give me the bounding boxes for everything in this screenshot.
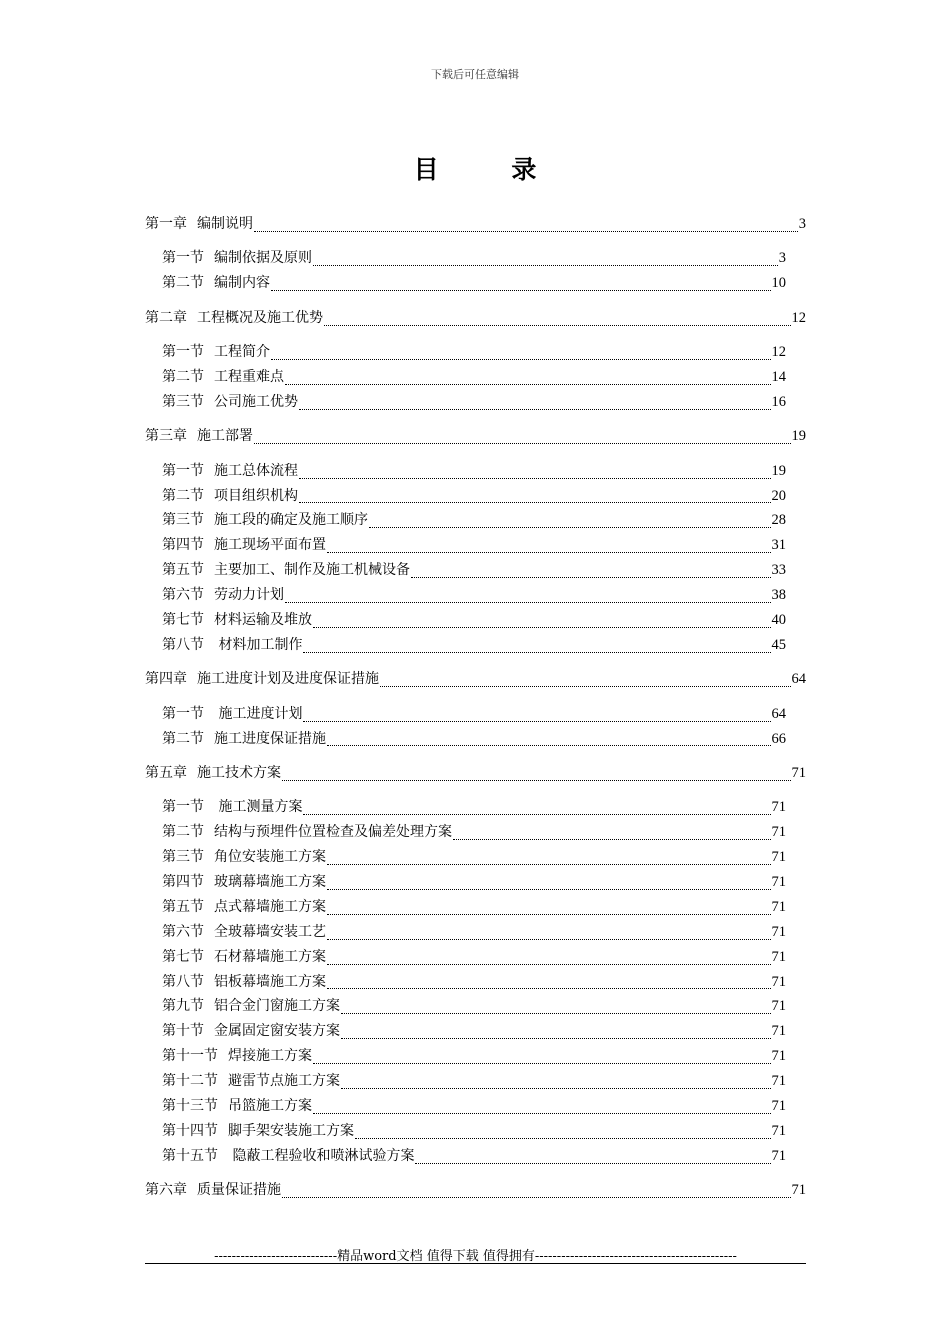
toc-entry-number: 第二节 [162, 275, 204, 292]
toc-page-number: 31 [771, 537, 786, 554]
toc-section-entry[interactable] [145, 533, 786, 558]
toc-entry-label [162, 1069, 340, 1094]
toc-entry-label [162, 608, 312, 633]
toc-section-entry[interactable] [145, 1069, 786, 1094]
toc-dot-leader [380, 686, 791, 687]
toc-chapter-entry[interactable] [145, 761, 806, 786]
toc-entry-label [162, 970, 326, 995]
toc-section-entry[interactable] [145, 1094, 786, 1119]
toc-dot-leader [313, 627, 771, 628]
toc-dot-leader [313, 1063, 771, 1064]
toc-page-number: 19 [771, 462, 786, 479]
toc-chapter-entry[interactable] [145, 306, 806, 331]
toc-entry-number: 第六节 [162, 923, 204, 940]
toc-entry-title: 石材幕墙施工方案 [214, 948, 326, 965]
toc-page-number: 71 [771, 948, 786, 965]
toc-dot-leader [324, 325, 791, 326]
header-note: 下载后可任意编辑 [431, 68, 519, 81]
toc-entry-number: 第六章 [145, 1182, 187, 1199]
toc-dot-leader [299, 478, 771, 479]
toc-page-number: 71 [771, 849, 786, 866]
toc-entry-number: 第一节 [162, 705, 204, 722]
toc-entry-number: 第五章 [145, 764, 187, 781]
toc-chapter-entry[interactable] [145, 212, 806, 237]
toc-entry-number: 第四节 [162, 873, 204, 890]
toc-entry-title: 主要加工、制作及施工机械设备 [214, 562, 410, 579]
toc-page-number: 64 [771, 705, 786, 722]
toc-entry-title: 劳动力计划 [214, 587, 284, 604]
toc-section-entry[interactable] [145, 583, 786, 608]
toc-entry-label [162, 533, 326, 558]
toc-entry-title: 项目组织机构 [214, 487, 298, 504]
toc-entry-title: 避雷节点施工方案 [228, 1073, 340, 1090]
toc-dot-leader [313, 1113, 771, 1114]
toc-page-number: 71 [771, 923, 786, 940]
toc-entry-label [162, 246, 312, 271]
toc-section-entry[interactable] [145, 870, 786, 895]
toc-section-entry[interactable] [145, 558, 786, 583]
toc-page-number: 71 [771, 973, 786, 990]
toc-entry-title: 施工总体流程 [214, 462, 298, 479]
toc-entry-label [162, 633, 302, 658]
toc-entry-label [145, 212, 253, 237]
toc-entry-title: 脚手架安装施工方案 [228, 1122, 354, 1139]
toc-page-number: 10 [771, 275, 786, 292]
toc-entry-number: 第四节 [162, 537, 204, 554]
toc-section-entry[interactable] [145, 945, 786, 970]
toc-entry-title: 编制依据及原则 [214, 250, 312, 267]
toc-page-number: 71 [791, 764, 806, 781]
toc-entry-number: 第一节 [162, 462, 204, 479]
toc-section-entry[interactable] [145, 820, 786, 845]
toc-section-entry[interactable] [145, 633, 786, 658]
toc-entry-label [162, 508, 368, 533]
toc-chapter-entry[interactable] [145, 424, 806, 449]
toc-dot-leader [271, 359, 771, 360]
toc-entry-label [162, 845, 326, 870]
toc-page-number: 3 [798, 215, 806, 232]
toc-dot-leader [415, 1163, 770, 1164]
toc-dot-leader [254, 443, 791, 444]
toc-dot-leader [327, 964, 771, 965]
toc-entry-label [162, 895, 326, 920]
toc-entry-number: 第三章 [145, 428, 187, 445]
toc-dot-leader [327, 939, 771, 940]
toc-page-number: 45 [771, 636, 786, 653]
toc-entry-number: 第十节 [162, 1023, 204, 1040]
toc-entry-number: 第七节 [162, 948, 204, 965]
toc-entry-title: 编制说明 [197, 215, 253, 232]
toc-entry-number: 第一章 [145, 215, 187, 232]
toc-entry-title: 金属固定窗安装方案 [214, 1023, 340, 1040]
toc-dot-leader [303, 814, 770, 815]
toc-entry-number: 第五节 [162, 562, 204, 579]
toc-entry-title: 材料加工制作 [214, 636, 303, 653]
toc-page-number: 28 [771, 512, 786, 529]
toc-section-entry[interactable] [145, 1144, 786, 1169]
toc-entry-title: 材料运输及堆放 [214, 611, 312, 628]
toc-entry-label [145, 1178, 281, 1203]
toc-section-entry[interactable] [145, 895, 786, 920]
toc-entry-label [162, 702, 302, 727]
toc-dot-leader [285, 384, 771, 385]
toc-page-number: 40 [771, 611, 786, 628]
toc-entry-label [162, 583, 284, 608]
toc-entry-number: 第一节 [162, 799, 204, 816]
toc-chapter-entry[interactable] [145, 667, 806, 692]
toc-entry-number: 第六节 [162, 587, 204, 604]
toc-section-entry[interactable] [145, 246, 786, 271]
toc-entry-title: 点式幕墙施工方案 [214, 898, 326, 915]
toc-page-number: 3 [778, 250, 786, 267]
toc-entry-number: 第五节 [162, 898, 204, 915]
toc-entry-label [162, 820, 452, 845]
toc-dot-leader [285, 602, 771, 603]
toc-dot-leader [327, 745, 771, 746]
toc-entry-label [162, 558, 410, 583]
toc-dot-leader [341, 1038, 771, 1039]
toc-dot-leader [327, 914, 771, 915]
toc-page-number: 71 [771, 1097, 786, 1114]
toc-entry-number: 第七节 [162, 611, 204, 628]
toc-dot-leader [303, 721, 770, 722]
toc-page-number: 64 [791, 671, 806, 688]
toc-section-entry[interactable] [145, 484, 786, 509]
toc-entry-label [145, 761, 281, 786]
toc-entry-number: 第十四节 [162, 1122, 218, 1139]
toc-entry-label [162, 459, 298, 484]
toc-entry-label [162, 870, 326, 895]
toc-entry-label [162, 1044, 312, 1069]
toc-dot-leader [254, 231, 798, 232]
toc-page-number: 71 [771, 799, 786, 816]
toc-entry-title: 公司施工优势 [214, 393, 298, 410]
toc-entry-label [162, 484, 298, 509]
toc-dot-leader [327, 988, 771, 989]
toc-section-entry[interactable] [145, 271, 786, 296]
toc-entry-number: 第十一节 [162, 1048, 218, 1065]
toc-page-number: 71 [791, 1182, 806, 1199]
toc-entry-number: 第三节 [162, 512, 204, 529]
toc-entry-label [162, 1094, 312, 1119]
toc-section-entry[interactable] [145, 608, 786, 633]
toc-dot-leader [453, 839, 771, 840]
toc-entry-number: 第三节 [162, 849, 204, 866]
toc-section-entry[interactable] [145, 1019, 786, 1044]
table-of-contents [145, 212, 806, 1203]
toc-section-entry[interactable] [145, 994, 786, 1019]
toc-section-entry[interactable] [145, 459, 786, 484]
toc-entry-number: 第十五节 [162, 1147, 218, 1164]
toc-dot-leader [299, 409, 771, 410]
toc-page-number: 19 [791, 428, 806, 445]
toc-page-number: 16 [771, 393, 786, 410]
toc-entry-title: 焊接施工方案 [228, 1048, 312, 1065]
toc-section-entry[interactable] [145, 970, 786, 995]
toc-entry-title: 施工段的确定及施工顺序 [214, 512, 368, 529]
toc-entry-label [162, 1119, 354, 1144]
toc-dot-leader [282, 780, 791, 781]
toc-page-number: 71 [771, 824, 786, 841]
toc-entry-number: 第一节 [162, 250, 204, 267]
toc-chapter-entry[interactable] [145, 1178, 806, 1203]
toc-page-number: 71 [771, 898, 786, 915]
toc-dot-leader [327, 889, 771, 890]
toc-entry-label [162, 945, 326, 970]
toc-entry-label [162, 365, 284, 390]
toc-entry-number: 第二节 [162, 487, 204, 504]
toc-dot-leader [341, 1013, 771, 1014]
toc-dot-leader [369, 527, 771, 528]
toc-dot-leader [411, 577, 771, 578]
toc-page-number: 12 [771, 344, 786, 361]
toc-section-entry[interactable] [145, 365, 786, 390]
toc-dot-leader [282, 1197, 791, 1198]
toc-section-entry[interactable] [145, 1044, 786, 1069]
toc-entry-label [162, 795, 302, 820]
toc-entry-title: 角位安装施工方案 [214, 849, 326, 866]
toc-page-number: 12 [791, 309, 806, 326]
toc-entry-label [162, 994, 340, 1019]
toc-section-entry[interactable] [145, 390, 786, 415]
toc-dot-leader [313, 265, 778, 266]
toc-entry-label [162, 920, 326, 945]
toc-entry-number: 第一节 [162, 344, 204, 361]
toc-entry-title: 玻璃幕墙施工方案 [214, 873, 326, 890]
toc-entry-number: 第二节 [162, 730, 204, 747]
toc-entry-label [145, 306, 323, 331]
toc-page-number: 66 [771, 730, 786, 747]
toc-entry-title: 施工技术方案 [197, 764, 281, 781]
toc-entry-title: 吊篮施工方案 [228, 1097, 312, 1114]
toc-section-entry[interactable] [145, 727, 786, 752]
toc-entry-label [162, 1019, 340, 1044]
toc-entry-title: 工程简介 [214, 344, 270, 361]
toc-entry-title: 施工进度计划及进度保证措施 [197, 671, 379, 688]
footer-note: ----------------------------精品word文档 值得下载 值得拥有---------------------------------------------- [214, 1249, 737, 1264]
toc-section-entry[interactable] [145, 508, 786, 533]
toc-dot-leader [303, 652, 770, 653]
toc-section-entry[interactable] [145, 340, 786, 365]
toc-entry-label [145, 424, 253, 449]
toc-entry-title: 质量保证措施 [197, 1182, 281, 1199]
toc-entry-label [145, 667, 379, 692]
toc-entry-number: 第九节 [162, 998, 204, 1015]
toc-section-entry[interactable] [145, 920, 786, 945]
toc-dot-leader [355, 1138, 771, 1139]
toc-entry-title: 施工测量方案 [214, 799, 303, 816]
toc-entry-number: 第十三节 [162, 1097, 218, 1114]
toc-section-entry[interactable] [145, 1119, 786, 1144]
toc-entry-title: 隐蔽工程验收和喷淋试验方案 [228, 1147, 415, 1164]
toc-page-number: 71 [771, 1147, 786, 1164]
toc-section-entry[interactable] [145, 845, 786, 870]
toc-entry-title: 施工进度计划 [214, 705, 303, 722]
toc-entry-number: 第二节 [162, 824, 204, 841]
toc-dot-leader [271, 290, 771, 291]
toc-entry-title: 铝板幕墙施工方案 [214, 973, 326, 990]
toc-entry-number: 第三节 [162, 393, 204, 410]
toc-entry-title: 施工进度保证措施 [214, 730, 326, 747]
toc-entry-number: 第八节 [162, 973, 204, 990]
toc-page-number: 71 [771, 1122, 786, 1139]
toc-entry-label [162, 727, 326, 752]
page-title: 目 录 [413, 155, 569, 184]
toc-entry-title: 工程重难点 [214, 368, 284, 385]
toc-page-number: 71 [771, 873, 786, 890]
toc-entry-number: 第八节 [162, 636, 204, 653]
toc-section-entry[interactable] [145, 702, 786, 727]
toc-entry-title: 铝合金门窗施工方案 [214, 998, 340, 1015]
toc-page-number: 20 [771, 487, 786, 504]
toc-entry-title: 施工现场平面布置 [214, 537, 326, 554]
toc-entry-number: 第十二节 [162, 1073, 218, 1090]
toc-entry-title: 编制内容 [214, 275, 270, 292]
toc-page-number: 71 [771, 998, 786, 1015]
toc-entry-number: 第二章 [145, 309, 187, 326]
toc-page-number: 71 [771, 1023, 786, 1040]
toc-entry-label [162, 271, 270, 296]
toc-dot-leader [327, 552, 771, 553]
toc-entry-label [162, 390, 298, 415]
toc-entry-label [162, 1144, 414, 1169]
toc-entry-label [162, 340, 270, 365]
toc-page-number: 14 [771, 368, 786, 385]
toc-page-number: 71 [771, 1048, 786, 1065]
toc-entry-title: 全玻幕墙安装工艺 [214, 923, 326, 940]
toc-entry-number: 第四章 [145, 671, 187, 688]
toc-dot-leader [299, 502, 771, 503]
toc-page-number: 71 [771, 1073, 786, 1090]
toc-entry-title: 工程概况及施工优势 [197, 309, 323, 326]
toc-entry-title: 结构与预埋件位置检查及偏差处理方案 [214, 824, 452, 841]
toc-dot-leader [327, 864, 771, 865]
toc-section-entry[interactable] [145, 795, 786, 820]
toc-page-number: 33 [771, 562, 786, 579]
footer-rule [145, 1263, 806, 1264]
toc-entry-title: 施工部署 [197, 428, 253, 445]
toc-dot-leader [341, 1088, 771, 1089]
toc-entry-number: 第二节 [162, 368, 204, 385]
toc-page-number: 38 [771, 587, 786, 604]
